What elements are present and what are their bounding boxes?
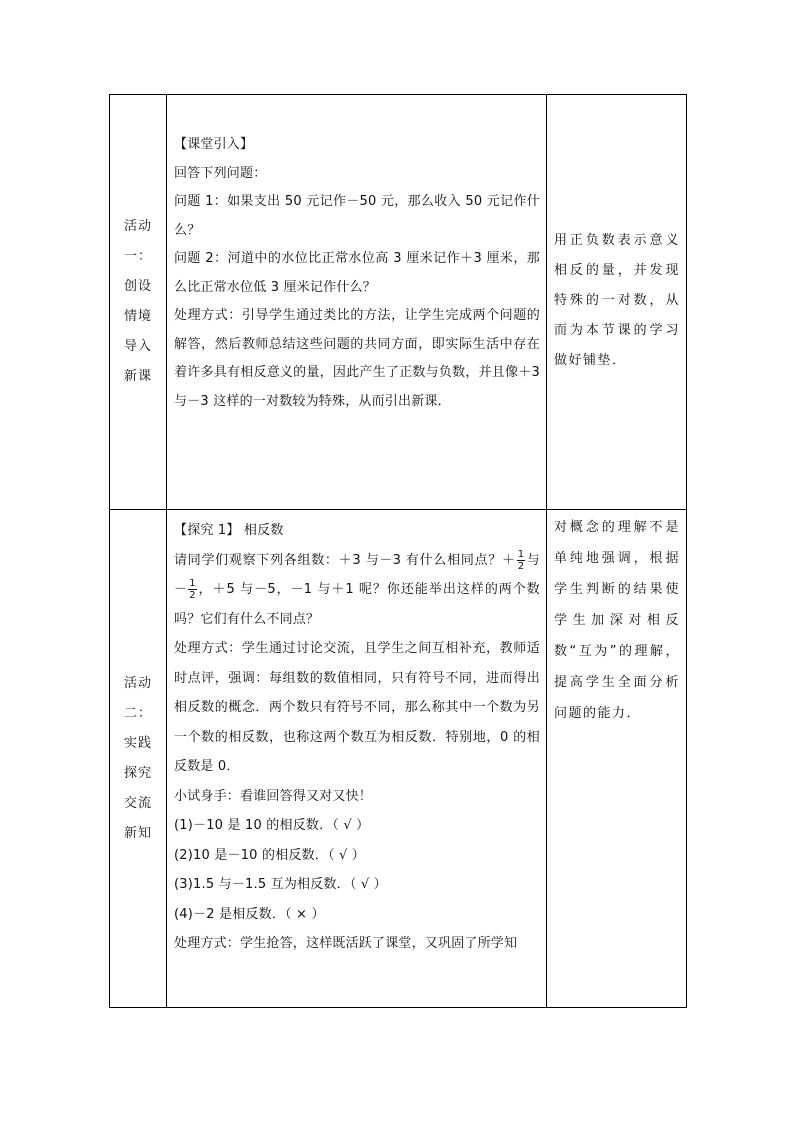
question-2: 问题 2：河道中的水位比正常水位高 3 厘米记作＋3 厘米，那么比正常水位低 3 厘米记作什么？: [174, 251, 540, 295]
activity-label: 活动二：实践探究交流新知: [123, 675, 152, 841]
design-note: 对概念的理解不是单纯地强调，根据学生判断的结果使学生加深对相反数“互为”的理解，提高学生全面分析问题的能力．: [554, 520, 680, 721]
observe-text: [174, 546, 540, 635]
quiz-item: (2)10 是－10 的相反数．（ √ ）: [174, 847, 366, 863]
lesson-plan-table: [109, 94, 687, 1008]
table-row: [110, 95, 687, 510]
activity-cell: [110, 510, 167, 1008]
note-cell: [547, 95, 687, 510]
section-heading: 【探究 1】 相反数: [174, 523, 284, 538]
table-row: [110, 510, 687, 1008]
quiz-item: (4)－2 是相反数．（ × ）: [174, 906, 325, 922]
method-text: 处理方式：学生通过讨论交流，且学生之间互相补充，教师适时点评，强调：每组数的数值相同，只有符号不同，进而得出相反数的概念．两个数只有符号不同，那么称其中一个数为另一个数的相反数，也称这两个数互为相反数．特别地，0 的相反数是 0．: [174, 641, 540, 774]
observe-part-c: －: [174, 582, 188, 597]
content-cell: [167, 510, 547, 1008]
section-heading: 【课堂引入】: [174, 137, 254, 152]
content-cell: [167, 95, 547, 510]
quiz-item: (1)－10 是 10 的相反数．（ √ ）: [174, 818, 370, 833]
quiz-item: (3)1.5 与－1.5 互为相反数．（ √ ）: [174, 877, 387, 892]
fraction-one-half: $\frac{1}{2}$: [189, 578, 196, 601]
observe-part-b: 与: [526, 552, 540, 568]
activity-label: 活动一：创设情境导入新课: [123, 219, 152, 384]
observe-part-d: ，＋5 与－5，－1 与＋1 呢？你还能举出这样的两个数吗？它们有什么不同点？: [174, 582, 540, 627]
method-text: 处理方式：学生抢答，这样既活跃了课堂，又巩固了所学知: [174, 936, 518, 951]
quiz-title: 小试身手：看谁回答得又对又快！: [174, 788, 373, 804]
activity-cell: [110, 95, 167, 510]
observe-part-a: 请同学们观察下列各组数：＋3 与－3 有什么相同点？＋: [174, 552, 516, 568]
method-text: 处理方式：引导学生通过类比的方法，让学生完成两个问题的解答，然后教师总结这些问题的共同方面，即实际生活中存在着许多具有相反意义的量，因此产生了正数与负数，并且像＋3 与－3 这样的一对数较为特殊，从而引出新课．: [174, 308, 540, 409]
question-1: 问题 1：如果支出 50 元记作－50 元，那么收入 50 元记作什么？: [174, 194, 540, 238]
design-note: 用正负数表示意义相反的量，并发现特殊的一对数，从而为本节课的学习做好铺垫．: [554, 233, 680, 368]
note-cell: [547, 510, 687, 1008]
fraction-one-half: $\frac{1}{2}$: [517, 548, 525, 572]
intro-text: 回答下列问题：: [174, 165, 267, 181]
